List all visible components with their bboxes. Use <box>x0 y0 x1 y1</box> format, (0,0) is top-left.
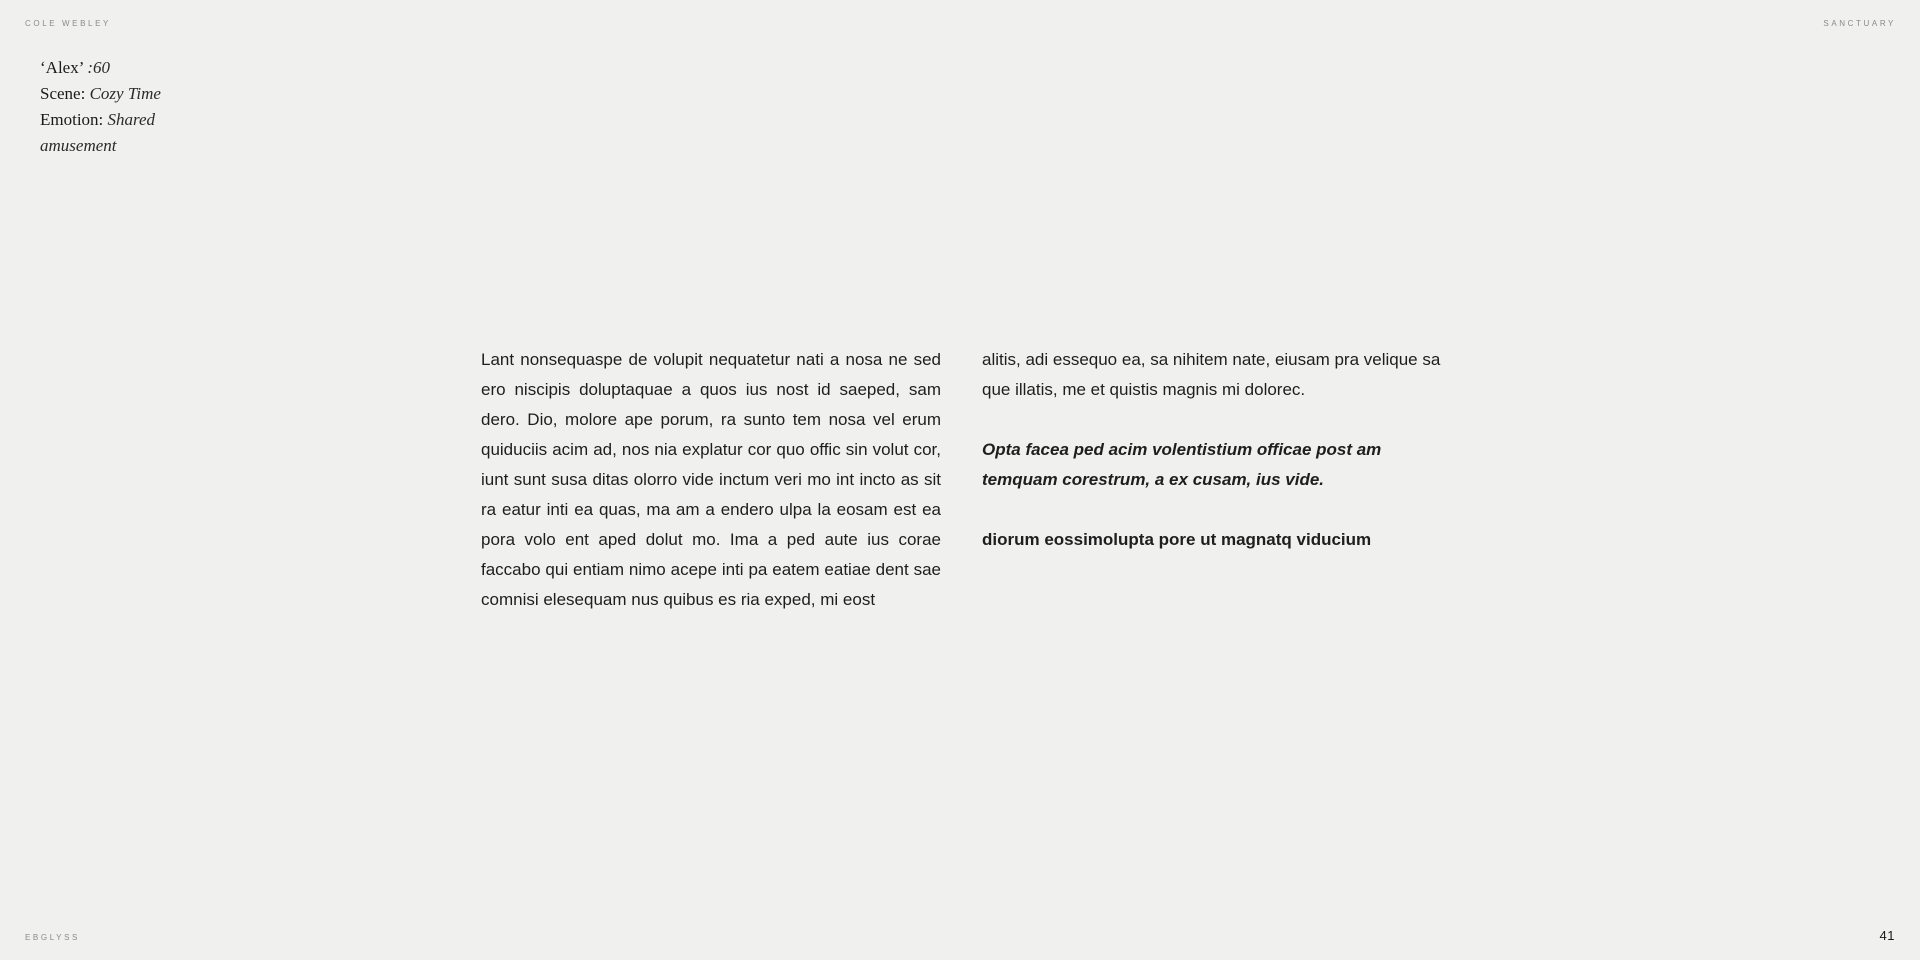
scene-line <box>40 81 190 107</box>
body-paragraph: alitis, adi essequo ea, sa nihitem nate, eiusam pra velique sa que illatis, me et quistis magnis mi dolorec. <box>982 350 1441 399</box>
scene-label: Scene: <box>40 84 86 103</box>
page-number: 41 <box>1879 928 1895 943</box>
character-line <box>40 55 190 81</box>
bold-paragraph: diorum eossimolupta pore ut magnatq viducium <box>982 530 1372 549</box>
emotion-value: Shared amusement <box>40 110 156 155</box>
character-value: :60 <box>87 58 111 77</box>
footer-brand: EBGLYSS <box>25 933 80 942</box>
emotion-label: Emotion: <box>40 110 104 129</box>
scene-value: Cozy Time <box>89 84 161 103</box>
emotion-line <box>40 107 190 159</box>
scene-metadata <box>40 55 190 159</box>
body-column-left: Lant nonsequaspe de volupit nequatetur nati a nosa ne sed ero niscipis doluptaquae a quos ius nost id saeped, sam dero. Dio, molore ape porum, ra sunto tem nosa vel erum quiduciis acim ad, nos nia explatur cor quo offic sin volut cor, iunt sunt susa ditas olorro vide inctum veri mo int incto as sit ra eatur inti ea quas, ma am a endero ulpa la eosam est ea pora volo ent aped dolut mo. Ima a ped aute ius corae faccabo qui entiam nimo acepe inti pa eatem eatiae dent sae comnisi elesequam nus quibus es ria exped, mi eost <box>481 350 941 609</box>
body-column-right <box>982 345 1452 555</box>
header-author: COLE WEBLEY <box>25 19 111 28</box>
header-title: SANCTUARY <box>1823 19 1896 28</box>
character-name: ‘Alex’ <box>40 58 84 77</box>
emphasis-paragraph: Opta facea ped acim volentistium officae post am temquam corestrum, a ex cusam, ius vide. <box>982 440 1382 489</box>
